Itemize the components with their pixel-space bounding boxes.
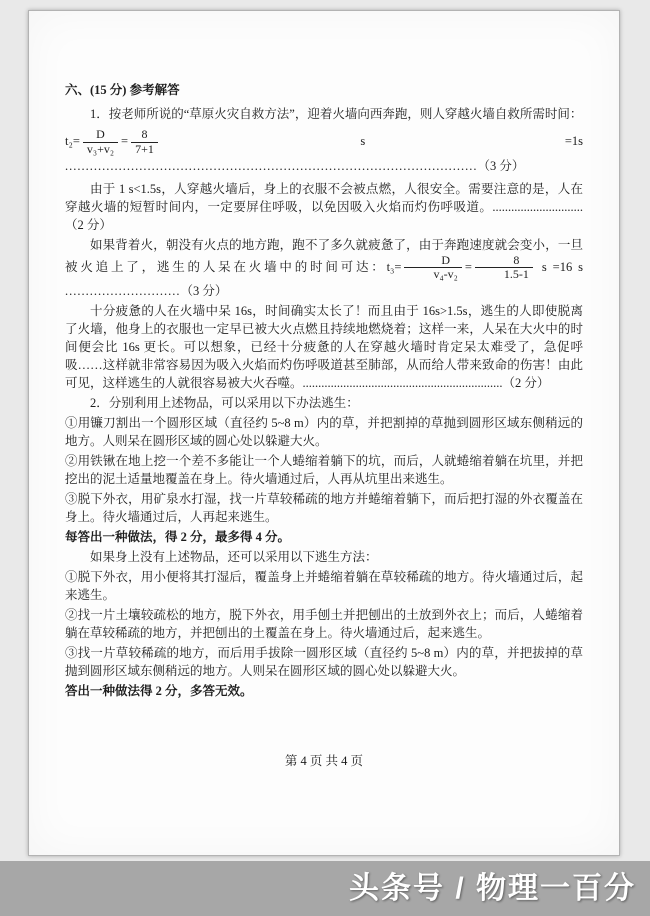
- fraction-numerator: 8: [475, 254, 533, 269]
- fraction-numeric-t3: [475, 254, 533, 283]
- equals-sign: =: [464, 259, 472, 274]
- paragraph-no-items-intro: 如果身上没有上述物品，还可以采用以下逃生方法：: [90, 550, 378, 565]
- score-mark: （3 分）: [180, 284, 228, 299]
- section-heading: 六、(15 分) 参考解答: [65, 83, 180, 97]
- fraction-symbolic-t3: [404, 254, 461, 283]
- paragraph-question1-intro: 1．按老师所说的“草原火灾自救方法”，迎着火墙向西奔跑，则人穿越火墙自救所需时间：: [90, 107, 583, 121]
- list-item-method-b1: ①脱下外衣，用小便将其打湿后，覆盖身上并蜷缩着躺在草较稀疏的地方。待火墙通过后，起来逃生。: [65, 570, 583, 603]
- list-item-method-a1: ①用镰刀割出一个圆形区域（直径约 5~8 m）内的草，并把割掉的草抛到圆形区域东侧稍远的地方。人则呆在圆形区域的圆心处以躲避大火。: [65, 416, 583, 449]
- fraction-numerator: 8: [131, 128, 158, 143]
- fraction-denominator: v₄-v₂: [433, 267, 458, 282]
- fraction-numerator: D: [404, 254, 461, 269]
- score-mark: （3 分）: [477, 158, 525, 173]
- paragraph-safe-crossing: 由于 1 s<1.5s，人穿越火墙后，身上的衣服不会被点燃，人很安全。需要注意的是，人在穿越火墙的短暂时间内，一定要屏住呼吸，以免因吸入火焰而灼伤呼吸道。.............................（2 分）: [65, 181, 583, 232]
- fraction-numeric-t2: [131, 128, 158, 157]
- scoring-note-1: 每答出一种做法，得 2 分，最多得 4 分。: [65, 530, 291, 545]
- page-number: 第 4 页 共 4 页: [284, 754, 364, 768]
- fraction-denominator: v₃+v₂: [86, 141, 115, 156]
- fraction-symbolic-t2: [83, 128, 118, 157]
- fraction-numerator: D: [83, 128, 118, 143]
- paragraph-question2-intro: 2．分别利用上述物品，可以采用以下办法逃生：: [90, 396, 359, 411]
- list-item-method-b3: ③找一片草较稀疏的地方，而后用手拔除一圆形区域（直径约 5~8 m）内的草，并把拔掉的草抛到圆形区域东侧稍远的地方。人则呆在圆形区域的圆心处以躲避大火。: [65, 646, 583, 679]
- document-content: [29, 11, 619, 702]
- list-item-method-a2: ②用铁锹在地上挖一个差不多能让一个人蜷缩着躺下的坑，而后，人就蜷缩着躺在坑里，并把挖出的泥土适量地覆盖在身上。待火墙通过后，人再从坑里出来逃生。: [65, 454, 583, 487]
- dot-leader: ............................: [65, 284, 181, 299]
- formula-t3-lhs: t₃=: [386, 259, 402, 274]
- paragraph-tired-analysis: 十分疲惫的人在火墙中呆 16s，时间确实太长了！而且由于 16s>1.5s，逃生的人即使脱离了火墙，他身上的衣服也一定早已被大火点燃且持续地燃烧着；这样一来，人呆在大火中的时间便会比 16s 更长。可以想象，已经十分疲惫的人在穿越火墙时肯定呆太难受了，急促呼吸……这样就非常容易因为吸入火焰而灼伤呼吸道甚至肺部，从而给人带来致命的伤害！由此可见，这样逃生的人就很容易被大火吞噬。................................................................（2 分）: [65, 304, 583, 391]
- document-page: [28, 10, 620, 856]
- paragraph-running-away: [65, 236, 583, 301]
- formula-t2-result: s =1s: [360, 134, 583, 149]
- paragraph-running-away-text: 如果背着火，朝没有火点的地方跑，跑不了多久就疲惫了，由于奔跑速度就会变小，一旦被火追上了，逃生的人呆在火墙中的时间可达：: [65, 237, 583, 274]
- list-item-method-b2: ②找一片土壤较疏松的地方，脱下外衣，用手刨土并把刨出的土放到外衣上；而后，人蜷缩着躺在草较稀疏的地方，并把刨出的土覆盖在身上。待火墙通过后，起来逃生。: [65, 608, 583, 641]
- fraction-denominator: 7+1: [135, 141, 154, 156]
- list-item-method-a3: ③脱下外衣，用矿泉水打湿，找一片草较稀疏的地方并蜷缩着躺下，而后把打湿的外衣覆盖在身上。待火墙通过后，人再起来逃生。: [65, 492, 583, 525]
- dot-leader: ....................................................................................................: [65, 158, 478, 173]
- formula-t2: [65, 128, 583, 175]
- formula-t2-lhs: t₂=: [65, 134, 80, 149]
- equals-sign: =: [121, 134, 129, 149]
- fraction-denominator: 1.5-1: [503, 267, 529, 282]
- formula-t3-result: s =16 s: [541, 259, 583, 274]
- watermark-banner: 头条号 / 物理一百分: [0, 861, 650, 916]
- scoring-note-2: 答出一种做法得 2 分，多答无效。: [65, 684, 253, 699]
